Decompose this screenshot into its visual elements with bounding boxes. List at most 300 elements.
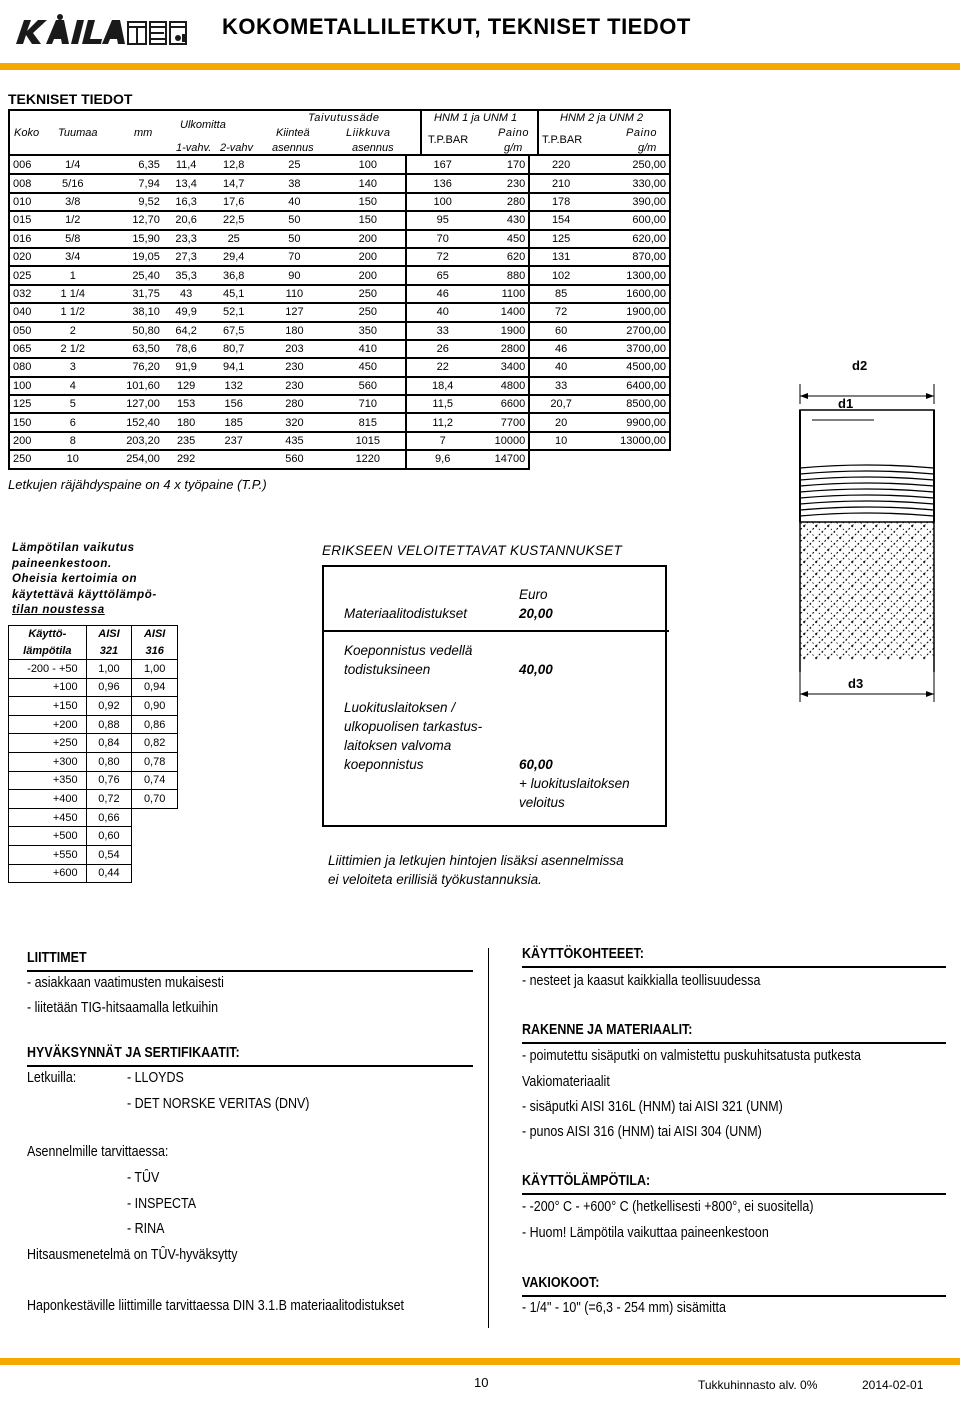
temp-table-header-cell: AISI (132, 626, 178, 643)
tech-table-cell: 7700 (479, 413, 530, 431)
temp-table-row (9, 734, 178, 753)
temp-table-cell: 0,74 (132, 771, 178, 790)
liittimet-line: - liitetään TIG-hitsaamalla letkuihin (27, 1000, 219, 1016)
tech-table-cell: 154 (529, 211, 592, 229)
tech-table-row (9, 303, 670, 321)
tech-table-cell: 150 (331, 193, 406, 211)
approvals-assemblies-label: Asennelmille tarvittaessa: (27, 1144, 169, 1160)
tech-table-cell: 12,70 (96, 211, 163, 229)
standard-sizes-heading: VAKIOKOOT: (522, 1275, 600, 1291)
tech-table-cell: 33 (529, 377, 592, 395)
tech-table-cell: 450 (479, 230, 530, 248)
tech-table-cell: 6,35 (96, 156, 163, 174)
tech-table-cell: 1300,00 (592, 266, 670, 284)
tech-table-row (9, 230, 670, 248)
tech-table-cell: 132 (209, 377, 258, 395)
tech-table-cell: 250 (331, 303, 406, 321)
tech-table-cell: 17,6 (209, 193, 258, 211)
col-hnm2: HNM 2 ja UNM 2 (560, 112, 644, 124)
temp-table-cell: 0,70 (132, 790, 178, 809)
tech-table-cell: 3700,00 (592, 340, 670, 358)
tech-table-cell: 5/16 (49, 174, 96, 192)
tech-table-cell: 025 (9, 266, 49, 284)
tech-table-cell: 1600,00 (592, 285, 670, 303)
temp-table-cell: 0,86 (132, 715, 178, 734)
tech-table-cell: 49,9 (163, 303, 210, 321)
cost-item-pressure-test: Koeponnistus vedellä (344, 643, 473, 658)
tech-table-cell: 4500,00 (592, 358, 670, 376)
tech-table-cell: 180 (258, 322, 331, 340)
cost-heading: ERIKSEEN VELOITETTAVAT KUSTANNUKSET (322, 543, 623, 558)
approval-item: - RINA (127, 1221, 165, 1237)
temp-intro-line: tilan noustessa (12, 604, 105, 616)
col-mm: mm (134, 127, 153, 139)
tech-table-cell: 1400 (479, 303, 530, 321)
tech-table-cell: 237 (209, 432, 258, 450)
temp-table-row (9, 790, 178, 809)
tech-table-cell: 22,5 (209, 211, 258, 229)
temp-table-header-cell: lämpötila (9, 643, 87, 660)
tech-table-cell: 50 (258, 211, 331, 229)
tech-table-cell: 203 (258, 340, 331, 358)
tech-table-cell: 31,75 (96, 285, 163, 303)
tech-table-cell: 6 (49, 413, 96, 431)
tech-table-cell: 450 (331, 358, 406, 376)
tech-note: Letkujen räjähdyspaine on 4 x työpaine (T.P.) (8, 477, 267, 492)
tech-table-cell: 9,6 (406, 450, 479, 468)
tech-table-cell: 560 (258, 450, 331, 468)
cost-item-pressure-test-2: todistuksineen (344, 662, 431, 677)
temp-table-cell: 0,54 (86, 845, 132, 864)
cost-item-supervised-3: laitoksen valvoma (344, 738, 452, 753)
tech-table-cell: 254,00 (96, 450, 163, 468)
col-hnm1: HNM 1 ja UNM 1 (434, 112, 518, 124)
tech-table-cell: 5/8 (49, 230, 96, 248)
tech-table-cell: 1 1/4 (49, 285, 96, 303)
tech-table-cell: 10 (529, 432, 592, 450)
tech-table-cell: 127,00 (96, 395, 163, 413)
tech-table-cell: 815 (331, 413, 406, 431)
tech-table-cell: 2800 (479, 340, 530, 358)
tech-table-cell: 3/8 (49, 193, 96, 211)
section-rule (27, 1065, 473, 1067)
tech-table-cell: 12,8 (209, 156, 258, 174)
tech-table-cell: 1/4 (49, 156, 96, 174)
tech-table-cell: 102 (529, 266, 592, 284)
tech-table-row (9, 285, 670, 303)
construction-line: - punos AISI 316 (HNM) tai AISI 304 (UNM) (522, 1124, 762, 1140)
tech-table-cell: 710 (331, 395, 406, 413)
temp-table-cell: +100 (9, 678, 87, 697)
temp-table-cell: +150 (9, 697, 87, 716)
tech-table-cell: 100 (331, 156, 406, 174)
footer-document-name: Tukkuhinnasto alv. 0% (698, 1378, 818, 1392)
temp-table-cell: +250 (9, 734, 87, 753)
tech-table-cell: 10000 (479, 432, 530, 450)
temp-table-cell (132, 845, 178, 864)
cost-item-supervised-4: koeponnistus (344, 757, 424, 772)
tech-table-cell: 35,3 (163, 266, 210, 284)
tech-table-row (9, 432, 670, 450)
tech-table-cell: 13000,00 (592, 432, 670, 450)
temp-table-cell: +400 (9, 790, 87, 809)
tech-table-cell: 19,05 (96, 248, 163, 266)
tech-table-cell: 6400,00 (592, 377, 670, 395)
tech-table-cell: 40 (406, 303, 479, 321)
tech-table-cell: 11,4 (163, 156, 210, 174)
tech-table-cell: 880 (479, 266, 530, 284)
tech-table-cell: 870,00 (592, 248, 670, 266)
approvals-hoses-label: Letkuilla: (27, 1070, 77, 1086)
tech-table-cell: 100 (9, 377, 49, 395)
tech-table-cell: 230 (479, 174, 530, 192)
col-tuumaa: Tuumaa (58, 127, 98, 139)
tech-table-cell: 3 (49, 358, 96, 376)
temperature-heading: KÄYTTÖLÄMPÖTILA: (522, 1173, 651, 1189)
tech-table-cell: 032 (9, 285, 49, 303)
tech-table-cell: 167 (406, 156, 479, 174)
page-title: KOKOMETALLILETKUT, TEKNISET TIEDOT (222, 14, 691, 39)
tech-table-cell: 410 (331, 340, 406, 358)
tech-table-cell: 2 1/2 (49, 340, 96, 358)
temp-table-cell: 0,44 (86, 864, 132, 883)
temp-intro (12, 541, 172, 619)
tech-table-cell: 292 (163, 450, 210, 468)
tech-table-cell: 95 (406, 211, 479, 229)
temp-table-row (9, 697, 178, 716)
tech-table-cell: 72 (529, 303, 592, 321)
tech-table-cell: 6600 (479, 395, 530, 413)
liittimet-heading: LIITTIMET (27, 950, 87, 966)
tech-table-cell: 26 (406, 340, 479, 358)
temp-intro-line: paineenkestoon. (12, 557, 112, 570)
tech-table-cell: 27,3 (163, 248, 210, 266)
construction-heading: RAKENNE JA MATERIAALIT: (522, 1022, 693, 1038)
section-rule (522, 966, 946, 968)
tech-table-cell: 006 (9, 156, 49, 174)
tech-table-cell: 9,52 (96, 193, 163, 211)
col-paino-1: Paino (498, 127, 530, 139)
tech-table-cell: 320 (258, 413, 331, 431)
tech-table-cell: 3/4 (49, 248, 96, 266)
tech-table-cell: 4 (49, 377, 96, 395)
temp-table-cell: 0,90 (132, 697, 178, 716)
temp-table-row (9, 715, 178, 734)
tech-table-cell: 4800 (479, 377, 530, 395)
temp-table-header-cell: 316 (132, 643, 178, 660)
tech-table-cell: 230 (258, 358, 331, 376)
temp-table-cell: 0,92 (86, 697, 132, 716)
tech-table-cell: 40 (529, 358, 592, 376)
tech-table-cell: 203,20 (96, 432, 163, 450)
tech-table-cell: 040 (9, 303, 49, 321)
col-paino-2: Paino (626, 127, 658, 139)
tech-table-row (9, 395, 670, 413)
temp-table-cell: 0,82 (132, 734, 178, 753)
temperature-line: - Huom! Lämpötila vaikuttaa paineenkestoon (522, 1225, 769, 1241)
standard-sizes-line: - 1/4" - 10" (=6,3 - 254 mm) sisämitta (522, 1300, 726, 1316)
temp-table-cell: +300 (9, 752, 87, 771)
tech-table-cell: 250,00 (592, 156, 670, 174)
temp-table-header-cell: 321 (86, 643, 132, 660)
temp-table-cell: 0,96 (86, 678, 132, 697)
approvals-heading: HYVÄKSYNNÄT JA SERTIFIKAATIT: (27, 1045, 240, 1061)
tech-table-cell: 210 (529, 174, 592, 192)
tech-table-cell: 080 (9, 358, 49, 376)
welding-approval: Hitsausmenetelmä on TÛV-hyväksytty (27, 1247, 238, 1263)
tech-table-cell (592, 450, 670, 468)
tech-table-cell: 91,9 (163, 358, 210, 376)
footer-date: 2014-02-01 (862, 1378, 924, 1392)
temp-table-row (9, 678, 178, 697)
tech-table-row (9, 211, 670, 229)
tech-table-cell: 52,1 (209, 303, 258, 321)
temp-table-cell: +450 (9, 808, 87, 827)
tech-table-cell: 13,4 (163, 174, 210, 192)
tech-table-cell: 220 (529, 156, 592, 174)
tech-table-row (9, 156, 670, 174)
tech-table-row (9, 413, 670, 431)
cost-price-materials: 20,00 (519, 606, 553, 621)
cost-price-pressure-test: 40,00 (519, 662, 553, 677)
liittimet-line: - asiakkaan vaatimusten mukaisesti (27, 975, 224, 991)
temp-table-header-row (9, 626, 178, 643)
tech-table-cell: 20 (529, 413, 592, 431)
tech-table-cell: 46 (406, 285, 479, 303)
tech-table-cell: 36,8 (209, 266, 258, 284)
tech-table-cell: 8 (49, 432, 96, 450)
construction-line: - poimutettu sisäputki on valmistettu puskuhitsatusta putkesta (522, 1048, 861, 1064)
tech-table-cell: 350 (331, 322, 406, 340)
tech-table-cell: 230 (258, 377, 331, 395)
tech-table-cell: 50 (258, 230, 331, 248)
tech-table-cell: 20,6 (163, 211, 210, 229)
section-rule (522, 1295, 946, 1297)
tech-table-cell: 94,1 (209, 358, 258, 376)
tech-table-cell: 150 (9, 413, 49, 431)
tech-table-cell: 430 (479, 211, 530, 229)
tech-table-cell: 1 (49, 266, 96, 284)
tech-table-cell (209, 450, 258, 468)
tech-table-cell: 15,90 (96, 230, 163, 248)
tech-table-cell: 38 (258, 174, 331, 192)
tech-table-cell: 46 (529, 340, 592, 358)
temp-table-row (9, 808, 178, 827)
tech-table-cell: 1220 (331, 450, 406, 468)
tech-table-cell: 5 (49, 395, 96, 413)
tech-table-cell: 45,1 (209, 285, 258, 303)
tech-table-cell: 131 (529, 248, 592, 266)
tech-table-cell: 620,00 (592, 230, 670, 248)
section-rule (27, 970, 473, 972)
tech-table-cell: 90 (258, 266, 331, 284)
tech-table-cell: 40 (258, 193, 331, 211)
temp-table-row (9, 845, 178, 864)
tech-table-cell: 11,5 (406, 395, 479, 413)
tech-table-row (9, 193, 670, 211)
temp-intro-line: Oheisia kertoimia on (12, 573, 138, 585)
tech-table-row (9, 248, 670, 266)
temp-table-cell: 0,60 (86, 827, 132, 846)
temp-table-cell: +600 (9, 864, 87, 883)
temp-intro-line: Lämpötilan vaikutus (12, 542, 135, 554)
temp-table-cell (132, 827, 178, 846)
tech-table-cell: 008 (9, 174, 49, 192)
tech-table-cell: 435 (258, 432, 331, 450)
tech-table-cell: 80,7 (209, 340, 258, 358)
cost-item-materials: Materiaalitodistukset (344, 606, 468, 621)
company-logo (14, 14, 194, 48)
tech-table-cell: 65 (406, 266, 479, 284)
cost-box (322, 565, 667, 827)
tech-table-cell: 178 (529, 193, 592, 211)
tech-table-cell: 63,50 (96, 340, 163, 358)
cost-price-note-2: veloitus (519, 795, 565, 810)
tech-table-cell: 16,3 (163, 193, 210, 211)
tech-table-cell: 600,00 (592, 211, 670, 229)
tech-table-cell: 38,10 (96, 303, 163, 321)
approval-item: - INSPECTA (127, 1196, 197, 1212)
tech-table-cell: 11,2 (406, 413, 479, 431)
temp-table-cell: -200 - +50 (9, 660, 87, 679)
temp-table-cell: 0,66 (86, 808, 132, 827)
tech-table-cell: 152,40 (96, 413, 163, 431)
temp-table-cell: 0,78 (132, 752, 178, 771)
cost-price-note: + luokituslaitoksen (519, 776, 630, 791)
tech-table-cell: 010 (9, 193, 49, 211)
tech-table-cell: 25 (209, 230, 258, 248)
tech-table-cell: 60 (529, 322, 592, 340)
tech-table-cell: 64,2 (163, 322, 210, 340)
tech-table-cell: 29,4 (209, 248, 258, 266)
col-asennus-2: asennus (352, 142, 394, 154)
tech-table-cell: 25 (258, 156, 331, 174)
temperature-factor-table (8, 625, 178, 883)
d2-label: d2 (852, 358, 868, 373)
temp-table-row (9, 771, 178, 790)
tech-table-cell: 015 (9, 211, 49, 229)
tech-table-cell: 250 (9, 450, 49, 468)
temp-table-cell (132, 808, 178, 827)
tech-table-cell: 125 (9, 395, 49, 413)
tech-table-cell: 7 (406, 432, 479, 450)
construction-line: - sisäputki AISI 316L (HNM) tai AISI 321 (UNM) (522, 1099, 783, 1115)
temp-intro-line: käytettävä käyttölämpö- (12, 588, 157, 601)
cost-price-supervised: 60,00 (519, 757, 553, 772)
tech-table-cell: 78,6 (163, 340, 210, 358)
tech-table-cell: 390,00 (592, 193, 670, 211)
temp-table-row (9, 660, 178, 679)
tech-table-cell: 180 (163, 413, 210, 431)
tech-table-cell: 280 (479, 193, 530, 211)
tech-table-cell: 76,20 (96, 358, 163, 376)
tech-table-row (9, 358, 670, 376)
tech-table-cell: 23,3 (163, 230, 210, 248)
tech-table-cell: 050 (9, 322, 49, 340)
tech-table-cell: 156 (209, 395, 258, 413)
approval-item: - TÛV (127, 1170, 160, 1186)
temp-table-cell: +200 (9, 715, 87, 734)
approval-item: - LLOYDS (127, 1070, 184, 1086)
tech-table-cell: 18,4 (406, 377, 479, 395)
tech-table-cell: 14700 (479, 450, 530, 468)
col-gm-1: g/m (504, 142, 523, 154)
temp-table-cell: 0,88 (86, 715, 132, 734)
tech-table-cell: 330,00 (592, 174, 670, 192)
cost-footer-line: ei veloiteta erillisiä työkustannuksia. (328, 872, 542, 887)
cost-item-supervised: Luokituslaitoksen / (344, 700, 456, 715)
col-asennus-1: asennus (272, 142, 314, 154)
tech-table-cell: 22 (406, 358, 479, 376)
tech-table-cell: 50,80 (96, 322, 163, 340)
tech-table-cell: 016 (9, 230, 49, 248)
temp-table-cell: 0,72 (86, 790, 132, 809)
tech-table-cell: 72 (406, 248, 479, 266)
temp-table-cell (132, 864, 178, 883)
tech-table-cell: 70 (406, 230, 479, 248)
tech-table-cell: 200 (331, 248, 406, 266)
tech-table-cell: 200 (331, 230, 406, 248)
temp-table-cell: +550 (9, 845, 87, 864)
approval-item: - DET NORSKE VERITAS (DNV) (127, 1096, 310, 1112)
tech-table-cell: 020 (9, 248, 49, 266)
col-koko: Koko (14, 127, 40, 139)
tech-table-cell: 20,7 (529, 395, 592, 413)
temp-table-cell: 0,94 (132, 678, 178, 697)
tech-table-cell: 3400 (479, 358, 530, 376)
col-2vahv: 2-vahv (220, 142, 254, 154)
col-ulkomitta: Ulkomitta (180, 119, 226, 131)
header-accent-bar (0, 63, 960, 70)
page-number: 10 (474, 1375, 489, 1390)
applications-heading: KÄYTTÖKOHTEEET: (522, 946, 644, 962)
tech-table-row (9, 450, 670, 468)
temperature-line: - -200° C - +600° C (hetkellisesti +800°, ei suositella) (522, 1199, 814, 1215)
tech-table-cell: 153 (163, 395, 210, 413)
currency-label: Euro (519, 587, 548, 602)
tech-table-cell: 1100 (479, 285, 530, 303)
tech-table-cell: 9900,00 (592, 413, 670, 431)
section-rule (522, 1193, 946, 1195)
tech-table-header (8, 109, 671, 156)
tech-table-cell: 250 (331, 285, 406, 303)
tech-table-cell: 150 (331, 211, 406, 229)
tech-table-cell: 136 (406, 174, 479, 192)
cost-footer-line: Liittimien ja letkujen hintojen lisäksi asennelmissa (328, 853, 624, 868)
tech-table-cell: 1015 (331, 432, 406, 450)
tech-table-row (9, 322, 670, 340)
applications-line: - nesteet ja kaasut kaikkialla teollisuudessa (522, 973, 761, 989)
tech-table-cell: 200 (9, 432, 49, 450)
tech-table-cell: 25,40 (96, 266, 163, 284)
tech-table-cell: 1 1/2 (49, 303, 96, 321)
tech-table-cell: 170 (479, 156, 530, 174)
temp-table-cell: +350 (9, 771, 87, 790)
tech-table-cell: 70 (258, 248, 331, 266)
section-rule (522, 1042, 946, 1044)
temp-table-header-cell: AISI (86, 626, 132, 643)
tech-table-cell: 14,7 (209, 174, 258, 192)
tech-table-cell: 10 (49, 450, 96, 468)
d3-label: d3 (848, 676, 864, 691)
tech-table-row (9, 377, 670, 395)
tech-table-cell: 2700,00 (592, 322, 670, 340)
tech-table-cell: 125 (529, 230, 592, 248)
tech-table-cell: 8500,00 (592, 395, 670, 413)
tech-table-cell: 1900,00 (592, 303, 670, 321)
temp-table-cell: 1,00 (86, 660, 132, 679)
tech-table-cell: 200 (331, 266, 406, 284)
